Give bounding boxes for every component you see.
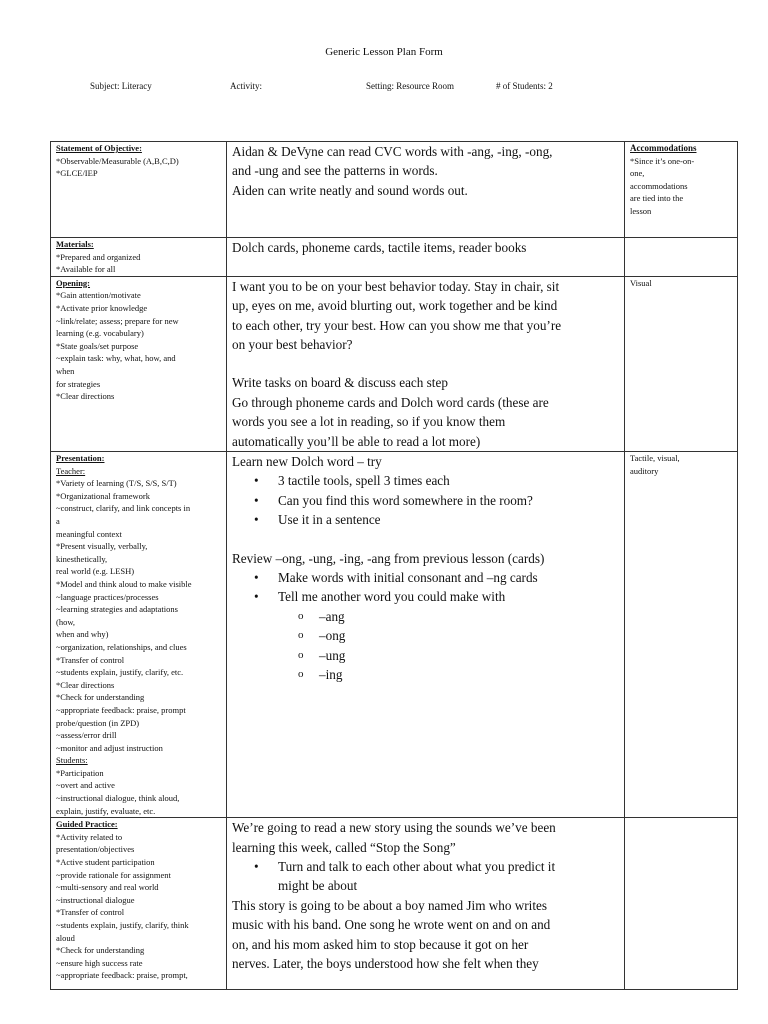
opening-text-line: words you see a lot in reading, so if you know them — [232, 414, 506, 430]
opening-text-line: automatically you’ll be able to read a lot more) — [232, 433, 481, 449]
list-item: o –ong — [298, 626, 619, 645]
opening-text-line: to each other, try your best. How can you show me that you’re — [232, 317, 562, 333]
presentation-criteria-line: ~construct, clarify, and link concepts in — [56, 503, 191, 514]
accommodations-line: one, — [630, 168, 645, 179]
presentation-criteria-cell — [51, 452, 227, 818]
list-item: o –ing — [298, 665, 619, 684]
subject-field: Subject: Literacy — [90, 81, 152, 91]
opening-criteria-line: *State goals/set purpose — [56, 340, 139, 351]
guided-practice-text-line: We’re going to read a new story using the sounds we’ve been — [232, 820, 556, 836]
setting-field: Setting: Resource Room — [366, 81, 454, 91]
presentation-criteria-line: *Variety of learning (T/S, S/S, S/T) — [56, 478, 177, 489]
materials-heading: Materials: — [56, 239, 94, 249]
opening-text-line: Go through phoneme cards and Dolch word cards (these are — [232, 394, 549, 410]
presentation-row — [51, 452, 738, 818]
guided-practice-criteria-line: *Active student participation — [56, 857, 155, 868]
opening-criteria-line: learning (e.g. vocabulary) — [56, 328, 144, 339]
list-item: o –ang — [298, 607, 619, 626]
materials-criteria-cell — [51, 238, 227, 277]
presentation-criteria-line: (how, — [56, 616, 76, 627]
presentation-criteria-line: *Participation — [56, 767, 104, 778]
dolch-activity-list — [232, 471, 619, 529]
opening-criteria-line: for strategies — [56, 378, 101, 389]
guided-practice-criteria-line: ~provide rationale for assignment — [56, 869, 171, 880]
objective-content-cell — [227, 142, 625, 238]
materials-accommodations-cell — [625, 238, 738, 277]
list-item: • 3 tactile tools, spell 3 times each — [252, 471, 619, 490]
guided-practice-criteria-line: *Activity related to — [56, 831, 123, 842]
guided-practice-criteria-line: presentation/objectives — [56, 844, 135, 855]
presentation-criteria-line: ~assess/error drill — [56, 730, 117, 741]
guided-practice-criteria-line: ~students explain, justify, clarify, think — [56, 920, 189, 930]
materials-criteria-line: *Available for all — [56, 264, 116, 275]
opening-text-line: up, eyes on me, avoid blurting out, work together and be kind — [232, 298, 558, 314]
students-count-field: # of Students: 2 — [496, 81, 553, 91]
presentation-criteria-line: ~instructional dialogue, think aloud, — [56, 793, 180, 804]
presentation-criteria-line: ~overt and active — [56, 780, 115, 791]
opening-text-line: Write tasks on board & discuss each step — [232, 375, 448, 391]
opening-criteria-line: when — [56, 365, 75, 376]
accommodations-line: *Since it’s one-on- — [630, 155, 695, 166]
objective-text-line: and -ung and see the patterns in words. — [232, 163, 438, 179]
presentation-criteria-line: ~appropriate feedback: praise, prompt — [56, 704, 186, 715]
presentation-accommodation-line: auditory — [630, 465, 659, 476]
presentation-criteria-line: ~monitor and adjust instruction — [56, 742, 163, 753]
guided-practice-criteria-cell — [51, 818, 227, 990]
opening-heading: Opening: — [56, 277, 91, 288]
presentation-criteria-line: meaningful context — [56, 528, 122, 539]
presentation-criteria-line: a — [56, 516, 60, 526]
opening-criteria-cell — [51, 276, 227, 451]
accommodations-cell — [625, 142, 738, 238]
presentation-criteria-line: *Check for understanding — [56, 692, 145, 703]
accommodations-line: lesson — [630, 205, 652, 216]
accommodations-heading: Accommodations — [630, 143, 697, 153]
presentation-criteria-line: *Present visually, verbally, — [56, 541, 148, 552]
list-item: • Can you find this word somewhere in the room? — [252, 491, 619, 510]
presentation-heading: Presentation: — [56, 453, 105, 464]
materials-criteria-line: *Prepared and organized — [56, 251, 141, 262]
presentation-criteria-line: explain, justify, evaluate, etc. — [56, 805, 156, 816]
opening-criteria-line: *Gain attention/motivate — [56, 290, 141, 301]
opening-criteria-line: *Clear directions — [56, 391, 115, 402]
guided-practice-criteria-line: ~instructional dialogue — [56, 894, 135, 905]
materials-content-cell — [227, 238, 625, 277]
presentation-criteria-line: *Model and think aloud to make visible — [56, 578, 192, 589]
opening-text-line: I want you to be on your best behavior today. Stay in chair, sit — [232, 278, 560, 294]
presentation-criteria-line: ~organization, relationships, and clues — [56, 641, 187, 652]
presentation-criteria-line: kinesthetically, — [56, 553, 108, 564]
students-subheading: Students: — [56, 755, 88, 766]
story-text-line: nerves. Later, the boys understood how she felt when they — [232, 956, 539, 972]
opening-criteria-line: *Activate prior knowledge — [56, 302, 148, 313]
story-text-line: This story is going to be about a boy named Jim who writes — [232, 897, 547, 913]
list-item: • Use it in a sentence — [252, 510, 619, 529]
teacher-subheading: Teacher: — [56, 465, 86, 476]
presentation-criteria-line: *Transfer of control — [56, 654, 125, 665]
guided-practice-list — [232, 857, 619, 896]
opening-content-cell — [227, 276, 625, 451]
list-item — [252, 857, 619, 896]
presentation-criteria-line: when and why) — [56, 629, 109, 640]
presentation-accommodations-cell — [625, 452, 738, 818]
list-item: • Tell me another word you could make with — [252, 587, 619, 606]
opening-accommodations-cell — [625, 276, 738, 451]
guided-practice-criteria-line: *Transfer of control — [56, 907, 125, 918]
story-text-line: on, and his mom asked him to stop because it got on her — [232, 936, 529, 952]
presentation-criteria-line: ~students explain, justify, clarify, etc. — [56, 667, 184, 678]
lesson-plan-table — [50, 141, 738, 990]
list-item-line: might be about — [278, 878, 358, 894]
presentation-criteria-line: probe/question (in ZPD) — [56, 717, 140, 728]
review-activity-list — [232, 568, 619, 607]
opening-row — [51, 276, 738, 451]
guided-practice-row — [51, 818, 738, 990]
presentation-criteria-line: ~language practices/processes — [56, 591, 159, 602]
materials-text-line: Dolch cards, phoneme cards, tactile items, reader books — [232, 240, 527, 255]
guided-practice-content-cell — [227, 818, 625, 990]
guided-practice-criteria-line: aloud — [56, 932, 75, 943]
guided-practice-criteria-line: ~appropriate feedback: praise, prompt, — [56, 970, 188, 981]
form-title: Generic Lesson Plan Form — [325, 46, 443, 58]
presentation-content-cell — [227, 452, 625, 818]
presentation-text-line: Learn new Dolch word – try — [232, 454, 382, 470]
presentation-accommodation-line: Tactile, visual, — [630, 453, 680, 464]
opening-criteria-line: ~explain task: why, what, how, and — [56, 353, 176, 364]
opening-text-line: on your best behavior? — [232, 337, 353, 352]
guided-practice-accommodations-cell — [625, 818, 738, 990]
activity-field: Activity: — [230, 81, 262, 91]
opening-accommodation-text: Visual — [630, 277, 652, 288]
presentation-text-line: Review –ong, -ung, -ing, -ang from previous lesson (cards) — [232, 550, 545, 566]
list-item: o –ung — [298, 646, 619, 665]
guided-practice-criteria-line: ~ensure high success rate — [56, 957, 143, 968]
presentation-criteria-line: real world (e.g. LESH) — [56, 566, 135, 577]
presentation-criteria-line: ~learning strategies and adaptations — [56, 604, 178, 615]
word-ending-list — [232, 607, 619, 685]
guided-practice-criteria-line: *Check for understanding — [56, 945, 145, 956]
guided-practice-heading: Guided Practice: — [56, 819, 118, 830]
list-item: • Make words with initial consonant and –ng cards — [252, 568, 619, 587]
story-text-line: music with his band. One song he wrote went on and on and — [232, 917, 551, 933]
presentation-criteria-line: *Organizational framework — [56, 490, 151, 501]
objective-criteria-line: *GLCE/IEP — [56, 168, 98, 179]
guided-practice-text-line: learning this week, called “Stop the Song” — [232, 839, 456, 855]
objective-heading: Statement of Objective: — [56, 143, 142, 153]
objective-criteria-line: *Observable/Measurable (A,B,C,D) — [56, 155, 179, 166]
opening-criteria-line: ~link/relate; assess; prepare for new — [56, 315, 179, 326]
guided-practice-criteria-line: ~multi-sensory and real world — [56, 882, 159, 893]
list-item-line: • Turn and talk to each other about what you predict it — [278, 859, 556, 875]
accommodations-line: accommodations — [630, 180, 688, 191]
objective-text-line: Aidan & DeVyne can read CVC words with -ang, -ing, -ong, — [232, 144, 553, 159]
objective-text-line: Aiden can write neatly and sound words out. — [232, 182, 468, 198]
objective-criteria-cell — [51, 142, 227, 238]
accommodations-line: are tied into the — [630, 193, 684, 204]
materials-row — [51, 238, 738, 277]
objective-row — [51, 142, 738, 238]
presentation-criteria-line: *Clear directions — [56, 679, 115, 690]
